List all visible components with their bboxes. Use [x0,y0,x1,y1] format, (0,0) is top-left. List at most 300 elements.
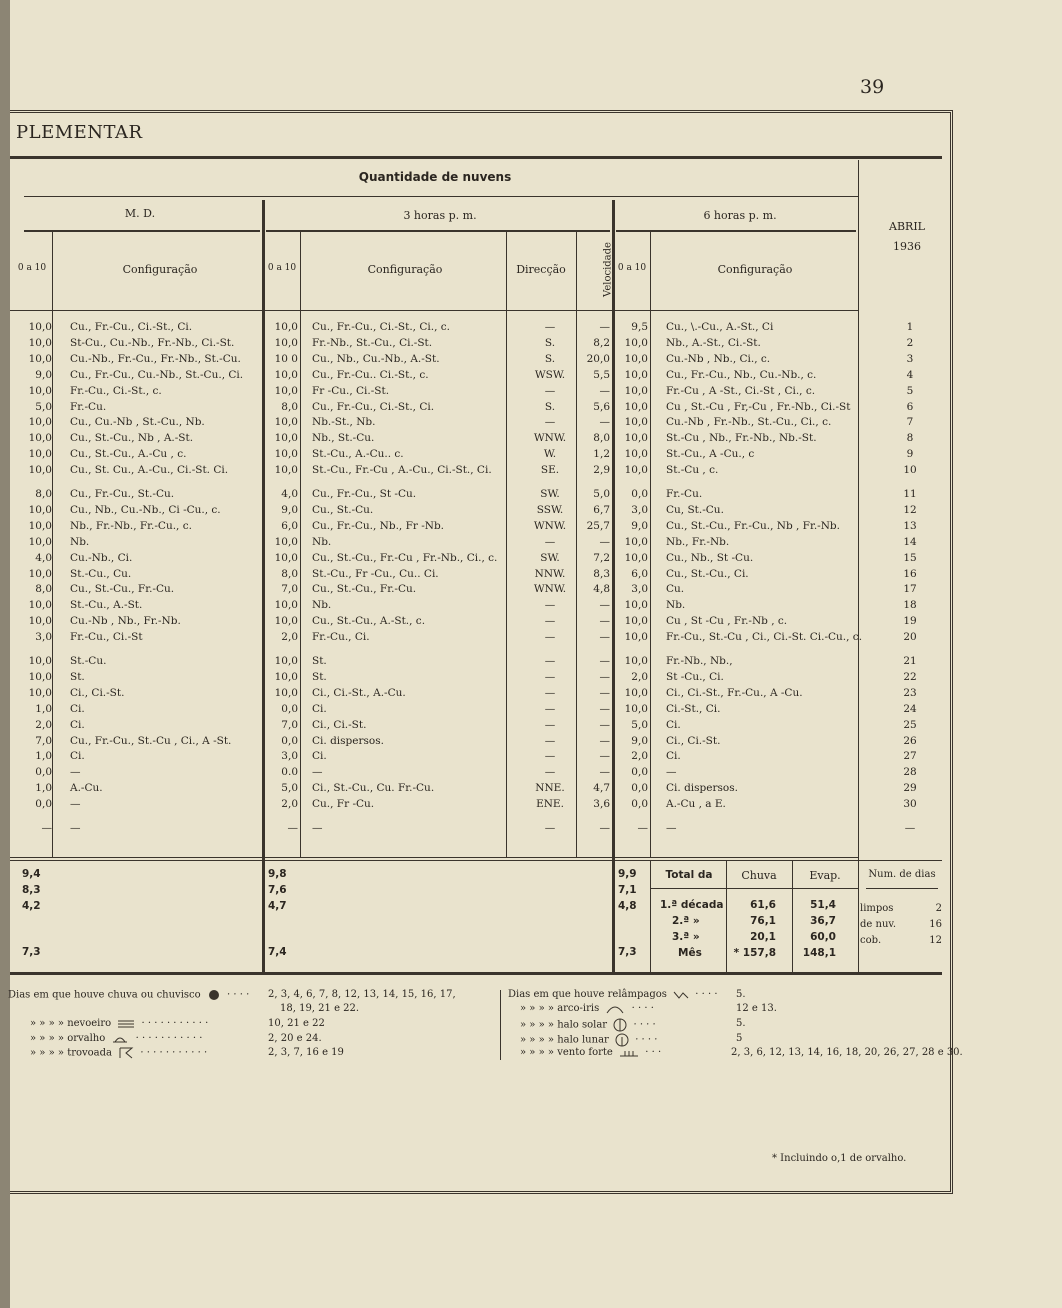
h6-configuration: Cu.-Nb , Nb., Ci., c. [666,352,771,365]
md-configuration: Cu., St.-Cu., A.-Cu , c. [70,448,187,461]
day-number: 11 [903,488,917,500]
legend-arcoiris: » » » » arco-iris · · · · [520,1003,654,1014]
md-configuration: Cu., Fr.-Cu., Cu.-Nb., St.-Cu., Ci. [70,368,244,381]
h3-cloud-amount: 4,0 [281,488,298,500]
h6-configuration: Ci. [666,718,681,731]
h6-cloud-amount: 9,5 [631,321,648,333]
h3-configuration: Nb., St.-Cu. [312,432,375,445]
page [10,0,1062,1308]
h3-velocity: 2,9 [593,464,610,477]
strong-wind-icon [619,1048,639,1058]
h3-direction: — [544,321,556,333]
legend-chuva-days-2: 18, 19, 21 e 22. [280,1003,360,1014]
legend-orvalho-days: 2, 20 e 24. [268,1033,322,1044]
dias-cob-label: cob. [860,935,882,946]
h6-cloud-amount: 10,0 [624,551,648,564]
h3-velocity: — [599,766,610,779]
h3-direction: — [544,750,556,763]
day-number: 14 [903,535,917,548]
h3-configuration: Nb. [312,535,332,548]
legend-trovoada: » » » » trovoada · · · · · · · · · · · [30,1047,208,1059]
h6-cloud-amount: 3,0 [631,583,648,596]
md-cloud-amount: 10,0 [28,535,52,548]
h3-velocity: — [599,822,610,834]
day-number: 5 [906,384,914,397]
h3-velocity: 8,2 [593,336,610,349]
md-configuration: Fr.-Cu., Ci.-St [70,631,143,644]
totals-row-4-chuva: * 157,8 [733,947,776,959]
table-row [10,719,950,735]
header-year: 1936 [893,240,921,253]
h3-configuration: St. [312,655,327,667]
h6-configuration: St.-Cu , Nb., Fr.-Nb., Nb.-St. [666,432,817,445]
day-number: 6 [906,400,914,413]
rule-top [10,156,942,159]
h3-velocity: — [599,686,610,699]
md-configuration: St.-Cu. [70,655,107,667]
h6-cloud-amount: 9,0 [631,519,648,532]
h3-velocity: 8,3 [593,567,610,580]
header-3h-vel: Velocidade [602,242,614,297]
summary-md-4: 7,3 [22,946,41,958]
legend-vento-forte: » » » » vento forte · · · [520,1047,662,1058]
md-cloud-amount: 10,0 [28,416,52,429]
h3-configuration: Nb.-St., Nb. [312,416,376,429]
h6-configuration: A.-Cu , a E. [666,798,726,811]
md-configuration: Cu., St.-Cu., Nb , A.-St. [70,432,194,445]
swash-6h [616,230,856,232]
h3-cloud-amount: 10,0 [274,336,298,349]
h3-velocity: — [599,750,610,763]
h3-direction: — [544,615,556,628]
h3-cloud-amount: 8,0 [281,567,298,580]
day-number: 9 [906,448,914,461]
h3-configuration: St. [312,670,327,683]
legend-relampagos-days: 5. [736,989,746,1000]
h6-cloud-amount: 10,0 [624,352,648,365]
h6-cloud-amount: 10,0 [624,599,648,612]
md-cloud-amount: 8,0 [35,488,52,500]
h3-configuration: Cu., Fr.-Cu., Nb., Fr -Nb. [312,519,445,532]
h6-configuration: Cu., Fr.-Cu., Nb., Cu.-Nb., c. [666,368,817,381]
legend-halo-lunar: » » » » halo lunar · · · · [520,1034,658,1046]
summary-3h-2: 7,6 [268,884,287,896]
h6-configuration: Fr.-Cu , A -St., Ci.-St , Ci., c. [666,384,816,397]
rule-legend-top [10,972,942,975]
h6-configuration: — [666,766,677,779]
totals-label: Total da [665,869,713,881]
day-number: 16 [903,567,917,580]
md-configuration: Cu.-Nb., Fr.-Cu., Fr.-Nb., St.-Cu. [70,352,241,365]
h3-direction: SE. [540,464,560,477]
page-title: PLEMENTAR [16,122,143,143]
day-number: 25 [903,718,917,731]
dias-limpos-label: limpos [860,903,894,914]
dias-label: Num. de dias [868,869,936,880]
md-configuration: Cu., Nb., Cu.-Nb., Ci -Cu., c. [70,503,221,516]
md-configuration: St.-Cu., A.-St. [70,599,143,612]
table-row [10,615,950,631]
table-row [10,687,950,703]
h3-direction: — [544,734,556,747]
h3-direction: S. [544,352,556,365]
h3-direction: — [544,384,556,397]
legend-arcoiris-days: 12 e 13. [736,1003,777,1014]
h6-configuration: St.-Cu., A -Cu., c [666,448,755,461]
header-6h: 6 horas p. m. [703,209,777,222]
h3-direction: WSW. [534,368,566,381]
h6-cloud-amount: 0,0 [631,488,648,500]
h6-configuration: St -Cu., Ci. [666,670,724,683]
h3-direction: — [544,766,556,779]
totals-row-2-evap: 36,7 [810,915,836,927]
summary-md-1: 9,4 [22,868,41,880]
rule-totals-mid [726,860,727,972]
h6-configuration: Nb., Fr.-Nb. [666,535,730,548]
lightning-icon [673,990,689,1000]
h3-configuration: Cu., St.-Cu., Fr.-Cu , Fr.-Nb., Ci., c. [312,551,498,564]
md-configuration: Ci., Ci.-St. [70,686,125,699]
page-number: 39 [860,76,885,98]
summary-6h-1: 9,9 [618,868,637,880]
table-row [10,432,950,448]
md-configuration: Cu., Fr.-Cu., Ci.-St., Ci. [70,321,193,333]
day-number: 29 [903,782,917,795]
summary-6h-2: 7,1 [618,884,637,896]
header-md: M. D. [124,207,156,220]
md-cloud-amount: 10,0 [28,503,52,516]
summary-3h-3: 4,7 [268,900,287,912]
summary-6h-3: 4,8 [618,900,637,912]
table-row [10,369,950,385]
table-row [10,536,950,552]
md-cloud-amount: 1,0 [35,750,52,763]
md-configuration: Cu.-Nb , Nb., Fr.-Nb. [70,615,181,628]
h3-configuration: Cu., Fr.-Cu., Ci.-St., Ci., c. [312,321,450,333]
h6-configuration: Nb., A.-St., Ci.-St. [666,336,761,349]
md-cloud-amount: 10,0 [28,336,52,349]
table-row [10,353,950,369]
legend-orvalho: » » » » orvalho · · · · · · · · · · · [30,1033,203,1044]
rainbow-icon [605,1004,625,1014]
h6-configuration: Ci. dispersos. [666,782,738,795]
h3-cloud-amount: 9,0 [281,503,298,516]
h6-cloud-amount: 10,0 [624,702,648,715]
dias-cob-value: 12 [929,935,942,946]
legend-relampagos: Dias em que houve relâmpagos · · · · [508,989,718,1000]
h6-cloud-amount: 10,0 [624,432,648,445]
table-row [10,504,950,520]
md-cloud-amount: 10,0 [28,655,52,667]
h3-direction: SW. [540,551,560,564]
md-cloud-amount: 1,0 [35,782,52,795]
day-number: 12 [903,503,917,516]
md-configuration: Cu., Fr.-Cu., St.-Cu. [70,488,175,500]
h6-configuration: Cu. [666,583,685,596]
legend-nevoeiro: » » » » nevoeiro · · · · · · · · · · · [30,1018,209,1029]
md-configuration: Cu., Cu.-Nb , St.-Cu., Nb. [70,416,205,429]
h3-direction: ENE. [536,798,564,811]
day-number: 27 [903,750,917,763]
day-number: 18 [903,599,917,612]
table-row [10,416,950,432]
h3-cloud-amount: 10,0 [274,464,298,477]
table-row [10,520,950,536]
h3-velocity: 5,6 [593,400,610,413]
md-configuration: Nb., Fr.-Nb., Fr.-Cu., c. [70,519,192,532]
h3-direction: — [544,631,556,644]
totals-row-2-label: 2.ª » [672,915,700,927]
legend-chuva: Dias em que houve chuva ou chuvisco · · · · [8,989,250,1001]
h6-configuration: St.-Cu , c. [666,464,719,477]
dew-icon [111,1034,129,1044]
h6-configuration: Cu., Nb., St -Cu. [666,551,754,564]
header-swash [24,196,858,197]
h3-configuration: Cu., Fr.-Cu., St -Cu. [312,488,417,500]
legend-halo-solar-days: 5. [736,1018,746,1029]
thunder-icon [118,1047,134,1059]
h6-configuration: Fr.-Cu. [666,488,703,500]
table-row [10,385,950,401]
table-row [10,321,950,337]
h3-cloud-amount: 10,0 [274,615,298,628]
h3-direction: — [544,686,556,699]
h6-cloud-amount: 3,0 [631,503,648,516]
h6-cloud-amount: 0,0 [631,798,648,811]
h3-configuration: Ci., St.-Cu., Cu. Fr.-Cu. [312,782,435,795]
day-number: 8 [906,432,914,445]
table-row [10,401,950,417]
h6-configuration: Cu., St.-Cu., Fr.-Cu., Nb , Fr.-Nb. [666,519,840,532]
h6-cloud-amount: 10,0 [624,655,648,667]
day-number: 30 [903,798,917,811]
swash-md [24,230,260,232]
h6-cloud-amount: 10,0 [624,384,648,397]
day-number: — [904,822,916,834]
h3-cloud-amount: 10,0 [274,599,298,612]
md-cloud-amount: 0,0 [35,798,52,811]
header-3h-config: Configuração [367,263,443,276]
md-cloud-amount: 2,0 [35,718,52,731]
h3-configuration: — [312,822,323,834]
h3-direction: WNW. [533,432,567,445]
h3-velocity: 4,8 [593,583,610,596]
md-cloud-amount: 10,0 [28,615,52,628]
h3-velocity: 8,0 [593,432,610,445]
table-row [10,464,950,480]
table-row [10,766,950,782]
h3-configuration: Fr.-Nb., St.-Cu., Ci.-St. [312,336,433,349]
day-number: 3 [906,352,914,365]
h6-cloud-amount: 0,0 [631,782,648,795]
md-cloud-amount: 10,0 [28,464,52,477]
legend-chuva-text: Dias em que houve chuva ou chuvisco [8,989,201,1001]
h3-direction: — [544,822,556,834]
h3-velocity: — [599,615,610,628]
header-md-config: Configuração [122,263,198,276]
dias-swash [866,888,938,889]
legend-nevoeiro-text: » » » » nevoeiro [30,1018,112,1029]
day-number: 20 [903,631,917,644]
summary-md-2: 8,3 [22,884,41,896]
h3-configuration: Ci. [312,702,327,715]
h6-cloud-amount: 10,0 [624,686,648,699]
md-configuration: Fr.-Cu. [70,400,107,413]
h3-cloud-amount: 10,0 [274,448,298,461]
h3-configuration: St.-Cu., Fr.-Cu , A.-Cu., Ci.-St., Ci. [312,464,492,477]
h3-velocity: — [599,416,610,429]
h3-cloud-amount: 0,0 [281,734,298,747]
legend-vento-forte-text: » » » » vento forte [520,1047,613,1058]
table-row [10,448,950,464]
md-configuration: Cu., St. Cu., A.-Cu., Ci.-St. Ci. [70,464,229,477]
h3-velocity: 5,5 [593,368,610,381]
h3-direction: W. [543,448,557,461]
totals-chuva-label: Chuva [741,869,777,882]
h3-cloud-amount: 10,0 [274,321,298,333]
table-row [10,337,950,353]
h6-cloud-amount: 10,0 [624,615,648,628]
h3-direction: NNW. [534,567,566,580]
h3-cloud-amount: 10,0 [274,384,298,397]
table-row [10,822,950,838]
md-configuration: St. [70,670,85,683]
h3-configuration: Ci. [312,750,327,763]
md-configuration: Ci. [70,750,85,763]
swash-3h [266,230,610,232]
md-configuration: — [70,798,81,811]
h3-configuration: St.-Cu., A.-Cu.. c. [312,448,404,461]
h6-configuration: Cu., St.-Cu., Ci. [666,567,749,580]
md-configuration: — [70,766,81,779]
h3-velocity: 5,0 [593,488,610,500]
h3-cloud-amount: 5,0 [281,782,298,795]
rule-legend-mid [500,990,501,1060]
md-cloud-amount: 5,0 [35,400,52,413]
h3-configuration: Fr -Cu., Ci.-St. [312,384,390,397]
h6-configuration: Cu, St.-Cu. [666,503,724,516]
h3-configuration: Ci., Ci.-St. [312,718,367,731]
table-row [10,599,950,615]
h3-cloud-amount: 7,0 [281,583,298,596]
h6-configuration: Nb. [666,599,686,612]
table-row [10,631,950,647]
h3-cloud-amount: 10,0 [274,655,298,667]
h3-cloud-amount: 10,0 [274,416,298,429]
totals-row-4-evap: 148,1 [802,947,836,959]
legend-arcoiris-text: » » » » arco-iris [520,1003,600,1014]
legend-halo-lunar-text: » » » » halo lunar [520,1034,609,1046]
h3-cloud-amount: 7,0 [281,718,298,731]
h3-configuration: Nb. [312,599,332,612]
rule-summary-top-2 [10,860,942,861]
h3-direction: WNW. [533,519,567,532]
legend-halo-solar: » » » » halo solar · · · · [520,1019,656,1031]
md-configuration: St-Cu., Cu.-Nb., Fr.-Nb., Ci.-St. [70,336,235,349]
h3-direction: WNW. [533,583,567,596]
h3-cloud-amount: 2,0 [281,798,298,811]
day-number: 13 [903,519,917,532]
h3-velocity: — [599,734,610,747]
h6-cloud-amount: 10,0 [624,631,648,644]
h3-configuration: Cu., Fr -Cu. [312,798,375,811]
rule-header-bottom [10,310,858,311]
day-number: 2 [906,336,914,349]
day-number: 4 [906,368,914,381]
h3-cloud-amount: 0,0 [281,702,298,715]
header-6h-scale: 0 a 10 [617,263,647,273]
day-number: 10 [903,464,917,477]
h3-cloud-amount: 8,0 [281,400,298,413]
h6-cloud-amount: 10,0 [624,464,648,477]
h3-cloud-amount: 10,0 [274,368,298,381]
h3-velocity: — [599,599,610,612]
summary-md-3: 4,2 [22,900,41,912]
md-configuration: Cu.-Nb., Ci. [70,551,133,564]
day-number: 7 [906,416,914,429]
summary-3h-4: 7,4 [268,946,287,958]
h3-direction: — [544,670,556,683]
day-number: 24 [903,702,917,715]
h3-cloud-amount: 6,0 [281,519,298,532]
h3-cloud-amount: 3,0 [281,750,298,763]
summary-6h-4: 7,3 [618,946,637,958]
md-configuration: St.-Cu., Cu. [70,567,132,580]
h6-configuration: Fr.-Cu., St.-Cu , Ci., Ci.-St. Ci.-Cu., c. [666,631,863,644]
header-quantidade: Quantidade de nuvens [358,170,512,184]
md-cloud-amount: 8,0 [35,583,52,596]
h6-configuration: Ci., Ci.-St. [666,734,721,747]
md-configuration: Cu., Fr.-Cu., St.-Cu , Ci., A -St. [70,734,232,747]
table-row [10,782,950,798]
h3-direction: — [544,535,556,548]
h3-cloud-amount: 2,0 [281,631,298,644]
h3-cloud-amount: 0.0 [281,766,298,779]
md-cloud-amount: 10,0 [28,686,52,699]
h3-configuration: Cu., St.-Cu. [312,503,374,516]
day-number: 28 [903,766,917,779]
day-number: 22 [903,670,917,683]
h3-direction: S. [544,336,556,349]
day-number: 1 [906,321,914,333]
h3-velocity: 7,2 [593,551,610,564]
h3-velocity: 6,7 [593,503,610,516]
table-row [10,583,950,599]
rule-totals-right [792,860,793,972]
h6-configuration: Ci.-St., Ci. [666,702,721,715]
h3-direction: — [544,416,556,429]
h3-velocity: 20,0 [586,352,610,365]
md-configuration: A.-Cu. [70,782,103,795]
h3-velocity: — [599,384,610,397]
md-cloud-amount: 10,0 [28,352,52,365]
totals-row-1-evap: 51,4 [810,899,836,911]
h3-configuration: Cu., Nb., Cu.-Nb., A.-St. [312,352,440,365]
md-cloud-amount: — [41,822,52,834]
h3-direction: SW. [540,488,560,500]
h6-cloud-amount: 10,0 [624,448,648,461]
h6-cloud-amount: 2,0 [631,750,648,763]
h3-velocity: — [599,670,610,683]
totals-row-1-label: 1.ª década [660,899,724,911]
h3-velocity: 3,6 [593,798,610,811]
header-3h-dir: Direcção [516,263,566,276]
h3-cloud-amount: 10,0 [274,432,298,445]
table-row [10,735,950,751]
md-cloud-amount: 10,0 [28,519,52,532]
md-cloud-amount: 0,0 [35,766,52,779]
legend-vento-forte-days: 2, 3, 6, 12, 13, 14, 16, 18, 20, 26, 27, 28 e 30. [731,1047,963,1058]
